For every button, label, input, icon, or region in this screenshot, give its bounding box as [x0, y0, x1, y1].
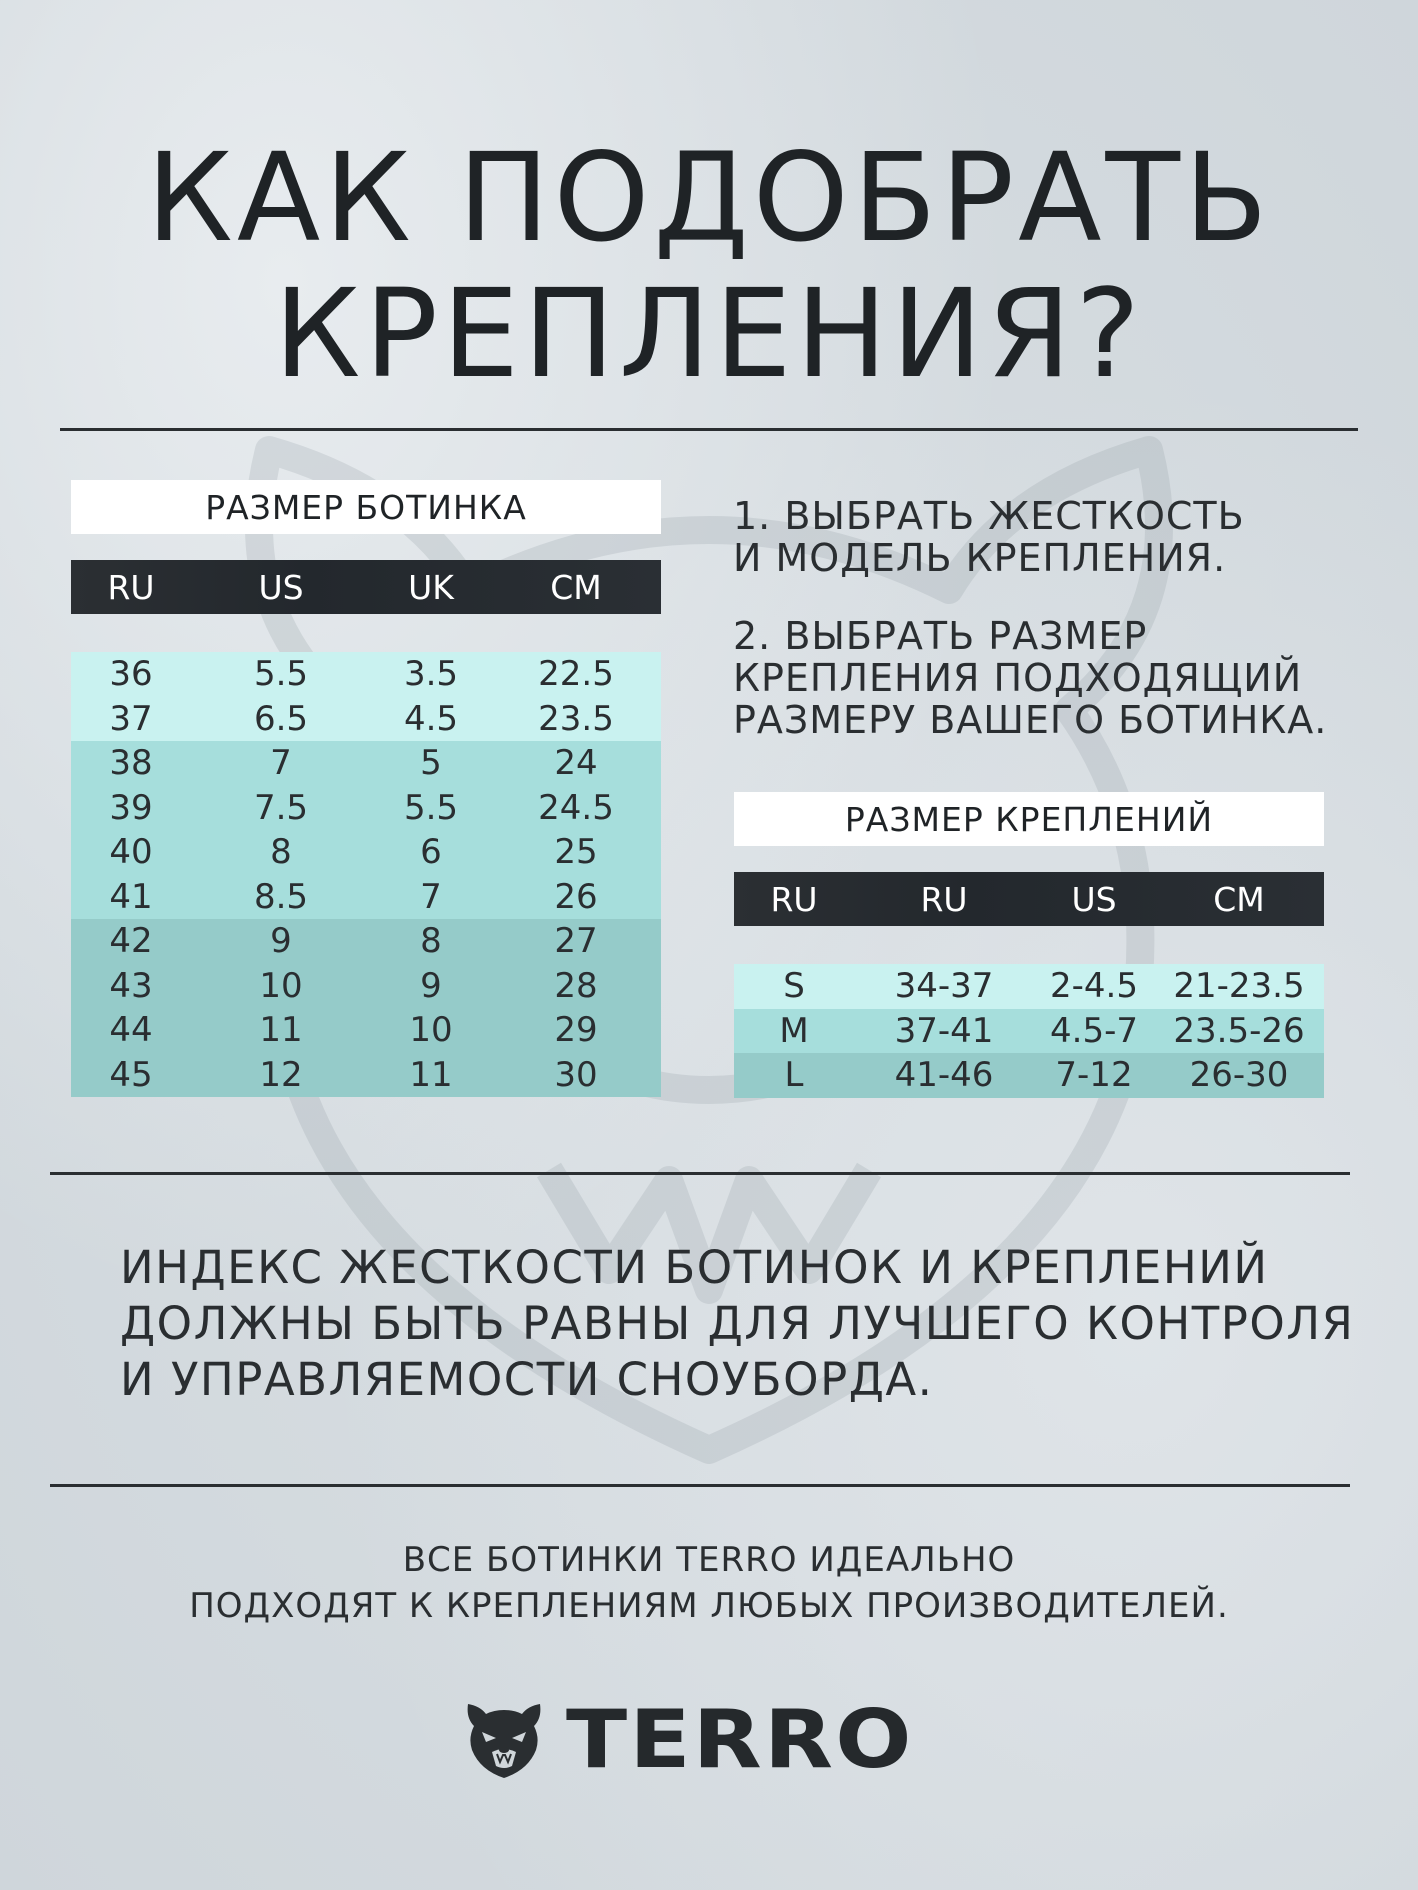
- table-cell: 41-46: [894, 1055, 994, 1096]
- compatibility-note: [0, 1537, 1418, 1629]
- table-cell: 34-37: [894, 966, 994, 1007]
- table-cell: 40: [109, 832, 153, 873]
- table-cell: 23.5-26: [1173, 1010, 1305, 1051]
- table-cell: 29: [554, 1010, 598, 1051]
- table-cell: 43: [109, 965, 153, 1006]
- table-cell: 24.5: [538, 787, 614, 828]
- table-cell: 7: [270, 743, 292, 784]
- table-row: [71, 919, 661, 964]
- column-header: RU: [920, 879, 968, 919]
- column-header: US: [1071, 879, 1117, 919]
- table-cell: 44: [109, 1010, 153, 1051]
- table-cell: 8: [270, 832, 292, 873]
- table-row: [71, 741, 661, 786]
- step-1-text: 1. ВЫБРАТЬ ЖЕСТКОСТЬ И МОДЕЛЬ КРЕПЛЕНИЯ.: [733, 494, 1245, 580]
- divider-top: [60, 428, 1358, 431]
- column-header: RU: [107, 567, 155, 607]
- table-cell: 7.5: [253, 787, 309, 828]
- table-cell: 28: [554, 965, 598, 1006]
- table-cell: 4.5-7: [1050, 1010, 1138, 1051]
- table-cell: 6.5: [253, 698, 309, 739]
- table-cell: 26: [554, 876, 598, 917]
- table-cell: 27: [554, 921, 598, 962]
- table-cell: 26-30: [1189, 1055, 1289, 1096]
- table-cell: 5: [420, 743, 442, 784]
- table-cell: 4.5: [403, 698, 459, 739]
- boot-size-table: [71, 480, 661, 1097]
- table-cell: 42: [109, 921, 153, 962]
- table-cell: 3.5: [403, 654, 459, 695]
- table-cell: 45: [109, 1054, 153, 1095]
- table-cell: 7: [420, 876, 442, 917]
- table-cell: S: [783, 966, 805, 1007]
- footer-line: ПОДХОДЯТ К КРЕПЛЕНИЯМ ЛЮБЫХ ПРОИЗВОДИТЕЛЕЙ.: [189, 1586, 1229, 1626]
- table-cell: M: [779, 1010, 809, 1051]
- table-cell: 11: [259, 1010, 303, 1051]
- table-cell: 12: [259, 1054, 303, 1095]
- table-cell: 8.5: [253, 876, 309, 917]
- binding-table-heading: РАЗМЕР КРЕПЛЕНИЙ: [734, 792, 1324, 846]
- table-cell: 23.5: [538, 698, 614, 739]
- table-row: [71, 964, 661, 1009]
- brand-name: TERRO: [566, 1692, 914, 1786]
- table-row: [71, 786, 661, 831]
- table-cell: 30: [554, 1054, 598, 1095]
- table-cell: 7-12: [1055, 1055, 1133, 1096]
- boot-table-header-row: [71, 560, 661, 614]
- table-cell: 41: [109, 876, 153, 917]
- column-header: CM: [550, 567, 602, 607]
- table-cell: 9: [420, 965, 442, 1006]
- table-cell: 8: [420, 921, 442, 962]
- table-cell: 11: [409, 1054, 453, 1095]
- table-cell: 21-23.5: [1173, 966, 1305, 1007]
- note-line: И УПРАВЛЯЕМОСТИ СНОУБОРДА.: [120, 1353, 934, 1406]
- divider-bottom: [50, 1484, 1350, 1487]
- stiffness-index-note: [120, 1240, 1355, 1408]
- table-cell: 10: [259, 965, 303, 1006]
- table-cell: 25: [554, 832, 598, 873]
- table-cell: 5.5: [403, 787, 459, 828]
- title-line-1: КАК ПОДОБРАТЬ: [146, 127, 1272, 269]
- selection-steps: [733, 495, 1373, 777]
- binding-size-table: [734, 792, 1324, 1098]
- note-line: ИНДЕКС ЖЕСТКОСТИ БОТИНОК И КРЕПЛЕНИЙ: [120, 1241, 1269, 1294]
- column-header: UK: [408, 567, 454, 607]
- table-row: [734, 1053, 1324, 1098]
- table-cell: 6: [420, 832, 442, 873]
- bear-head-icon: [464, 1698, 544, 1780]
- column-header: US: [258, 567, 304, 607]
- table-row: [71, 830, 661, 875]
- brand-logo: [464, 1692, 914, 1786]
- divider-middle: [50, 1172, 1350, 1175]
- table-cell: 5.5: [253, 654, 309, 695]
- binding-table-header-row: [734, 872, 1324, 926]
- note-line: ДОЛЖНЫ БЫТЬ РАВНЫ ДЛЯ ЛУЧШЕГО КОНТРОЛЯ: [120, 1297, 1355, 1350]
- table-cell: L: [784, 1055, 804, 1096]
- step-2-text: 2. ВЫБРАТЬ РАЗМЕР КРЕПЛЕНИЯ ПОДХОДЯЩИЙ РАЗМЕРУ ВАШЕГО БОТИНКА.: [733, 614, 1328, 742]
- table-row: [734, 964, 1324, 1009]
- table-row: [71, 875, 661, 920]
- table-cell: 22.5: [538, 654, 614, 695]
- table-cell: 10: [409, 1010, 453, 1051]
- binding-table-body: [734, 964, 1324, 1098]
- column-header: RU: [770, 879, 818, 919]
- table-cell: 39: [109, 787, 153, 828]
- column-header: CM: [1213, 879, 1265, 919]
- table-row: [71, 1053, 661, 1098]
- table-cell: 37-41: [894, 1010, 994, 1051]
- table-cell: 24: [554, 743, 598, 784]
- title-line-2: КРЕПЛЕНИЯ?: [273, 263, 1145, 405]
- footer-line: ВСЕ БОТИНКИ TERRO ИДЕАЛЬНО: [402, 1540, 1016, 1580]
- table-cell: 2-4.5: [1050, 966, 1138, 1007]
- table-row: [71, 1008, 661, 1053]
- boot-table-body: [71, 652, 661, 1097]
- table-row: [71, 697, 661, 742]
- table-cell: 36: [109, 654, 153, 695]
- table-cell: 9: [270, 921, 292, 962]
- table-cell: 37: [109, 698, 153, 739]
- boot-table-heading: РАЗМЕР БОТИНКА: [71, 480, 661, 534]
- table-cell: 38: [109, 743, 153, 784]
- table-row: [71, 652, 661, 697]
- page-title: [0, 127, 1418, 405]
- table-row: [734, 1009, 1324, 1054]
